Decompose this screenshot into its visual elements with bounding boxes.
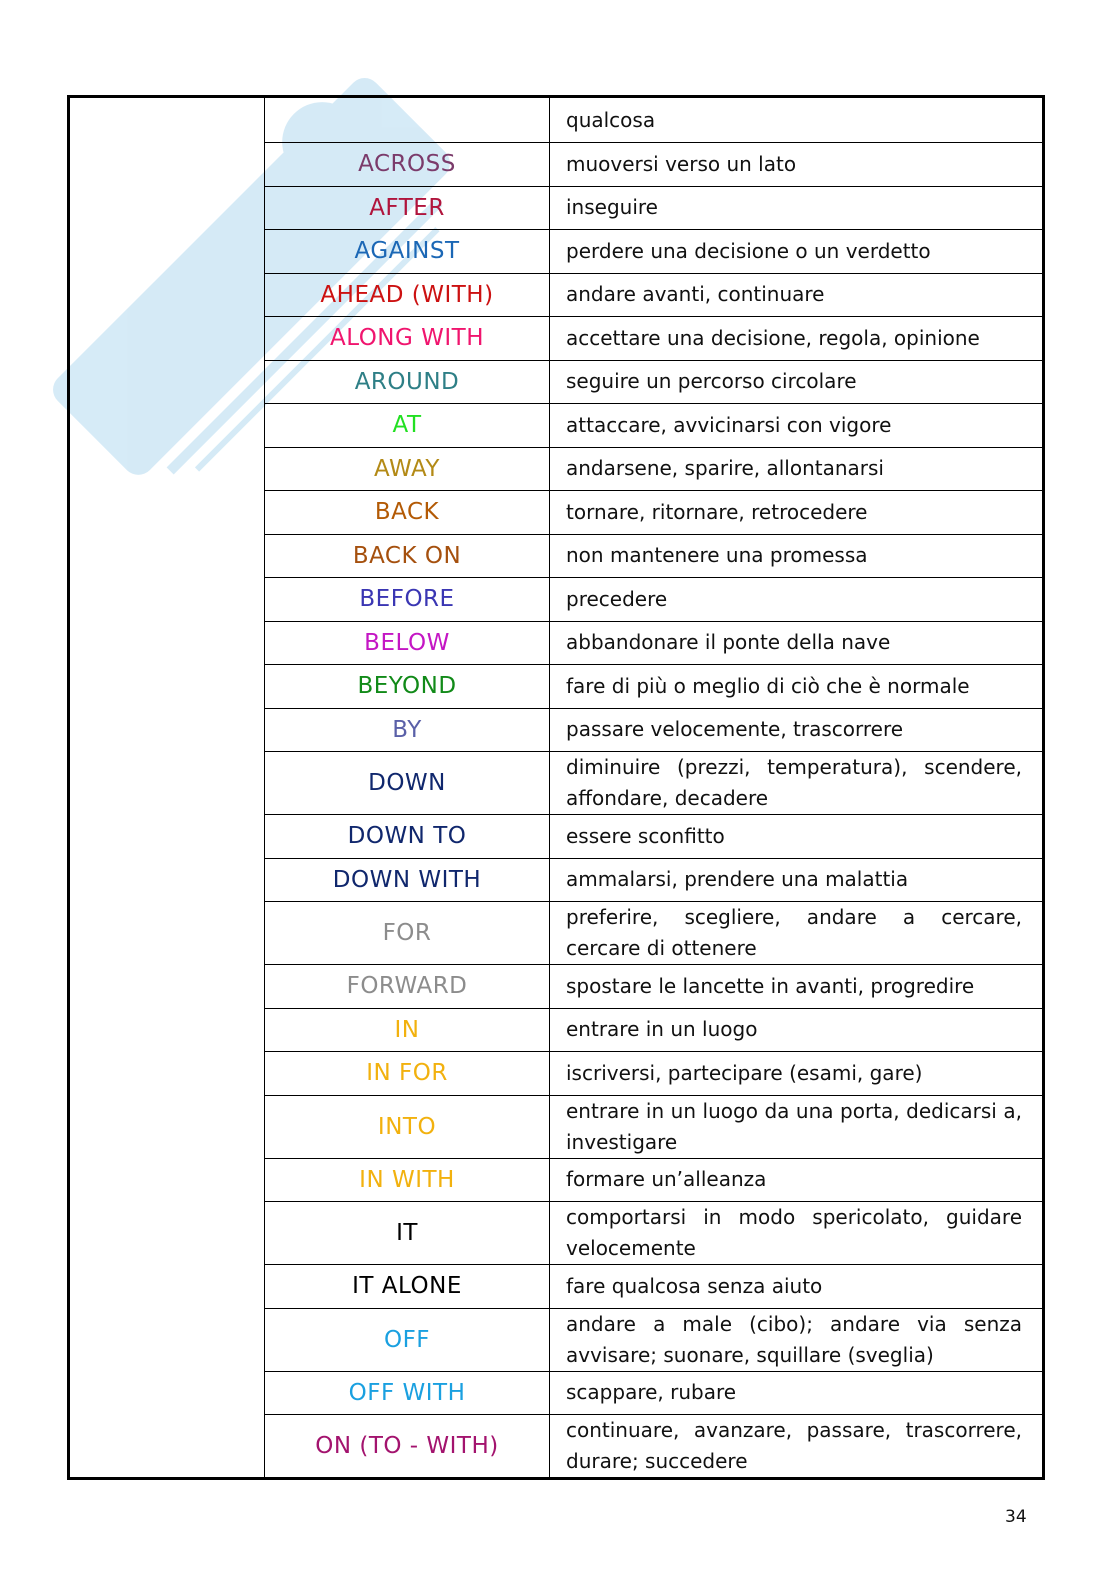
particle-cell: DOWN — [265, 752, 550, 815]
particle-cell: AROUND — [265, 360, 550, 404]
meaning-cell: comportarsi in modo spericolato, guidare velocemente — [550, 1202, 1044, 1265]
meaning-cell: iscriversi, partecipare (esami, gare) — [550, 1052, 1044, 1096]
particle-cell: BY — [265, 708, 550, 752]
particle-cell: IN — [265, 1008, 550, 1052]
particle-cell: ALONG WITH — [265, 317, 550, 361]
meaning-cell: perdere una decisione o un verdetto — [550, 230, 1044, 274]
particle-cell: DOWN TO — [265, 815, 550, 859]
particle-cell: IT — [265, 1202, 550, 1265]
meaning-cell: diminuire (prezzi, temperatura), scendere, affondare, decadere — [550, 752, 1044, 815]
meaning-cell: non mantenere una promessa — [550, 534, 1044, 578]
meaning-cell: essere sconfitto — [550, 815, 1044, 859]
particle-cell: DOWN WITH — [265, 858, 550, 902]
meaning-cell: ammalarsi, prendere una malattia — [550, 858, 1044, 902]
particle-cell: ACROSS — [265, 143, 550, 187]
particle-cell: BELOW — [265, 621, 550, 665]
table-row — [69, 97, 1044, 143]
meaning-cell: inseguire — [550, 186, 1044, 230]
particle-cell — [265, 97, 550, 143]
meaning-cell: seguire un percorso circolare — [550, 360, 1044, 404]
particle-cell: BEYOND — [265, 665, 550, 709]
meaning-cell: precedere — [550, 578, 1044, 622]
particle-cell: INTO — [265, 1095, 550, 1158]
meaning-cell: accettare una decisione, regola, opinione — [550, 317, 1044, 361]
meaning-cell: andarsene, sparire, allontanarsi — [550, 447, 1044, 491]
meaning-cell: entrare in un luogo — [550, 1008, 1044, 1052]
particle-cell: FOR — [265, 902, 550, 965]
meaning-cell: entrare in un luogo da una porta, dedicarsi a, investigare — [550, 1095, 1044, 1158]
meaning-cell: spostare le lancette in avanti, progredire — [550, 965, 1044, 1009]
page-number: 34 — [1005, 1507, 1027, 1527]
meaning-cell: abbandonare il ponte della nave — [550, 621, 1044, 665]
particle-cell: ON (TO - WITH) — [265, 1415, 550, 1479]
meaning-cell: passare velocemente, trascorrere — [550, 708, 1044, 752]
meaning-cell: preferire, scegliere, andare a cercare, cercare di ottenere — [550, 902, 1044, 965]
meaning-cell: fare qualcosa senza aiuto — [550, 1265, 1044, 1309]
meaning-cell: attaccare, avvicinarsi con vigore — [550, 404, 1044, 448]
particle-cell: OFF — [265, 1308, 550, 1371]
meaning-cell: fare di più o meglio di ciò che è normale — [550, 665, 1044, 709]
particle-cell: AWAY — [265, 447, 550, 491]
meaning-cell: muoversi verso un lato — [550, 143, 1044, 187]
particle-cell: AGAINST — [265, 230, 550, 274]
particle-cell: BACK ON — [265, 534, 550, 578]
meaning-cell: tornare, ritornare, retrocedere — [550, 491, 1044, 535]
phrasal-verbs-table — [67, 95, 1045, 1480]
particle-cell: IN WITH — [265, 1158, 550, 1202]
particle-cell: IT ALONE — [265, 1265, 550, 1309]
particle-cell: AHEAD (WITH) — [265, 273, 550, 317]
meaning-cell: formare un’alleanza — [550, 1158, 1044, 1202]
meaning-cell: andare a male (cibo); andare via senza avvisare; suonare, squillare (sveglia) — [550, 1308, 1044, 1371]
particle-cell: OFF WITH — [265, 1371, 550, 1415]
particle-cell: BEFORE — [265, 578, 550, 622]
meaning-cell: qualcosa — [550, 97, 1044, 143]
particle-cell: FORWARD — [265, 965, 550, 1009]
meaning-cell: continuare, avanzare, passare, trascorrere, durare; succedere — [550, 1415, 1044, 1479]
meaning-cell: andare avanti, continuare — [550, 273, 1044, 317]
verb-column-cell — [69, 97, 265, 1479]
particle-cell: IN FOR — [265, 1052, 550, 1096]
meaning-cell: scappare, rubare — [550, 1371, 1044, 1415]
particle-cell: AFTER — [265, 186, 550, 230]
particle-cell: BACK — [265, 491, 550, 535]
particle-cell: AT — [265, 404, 550, 448]
